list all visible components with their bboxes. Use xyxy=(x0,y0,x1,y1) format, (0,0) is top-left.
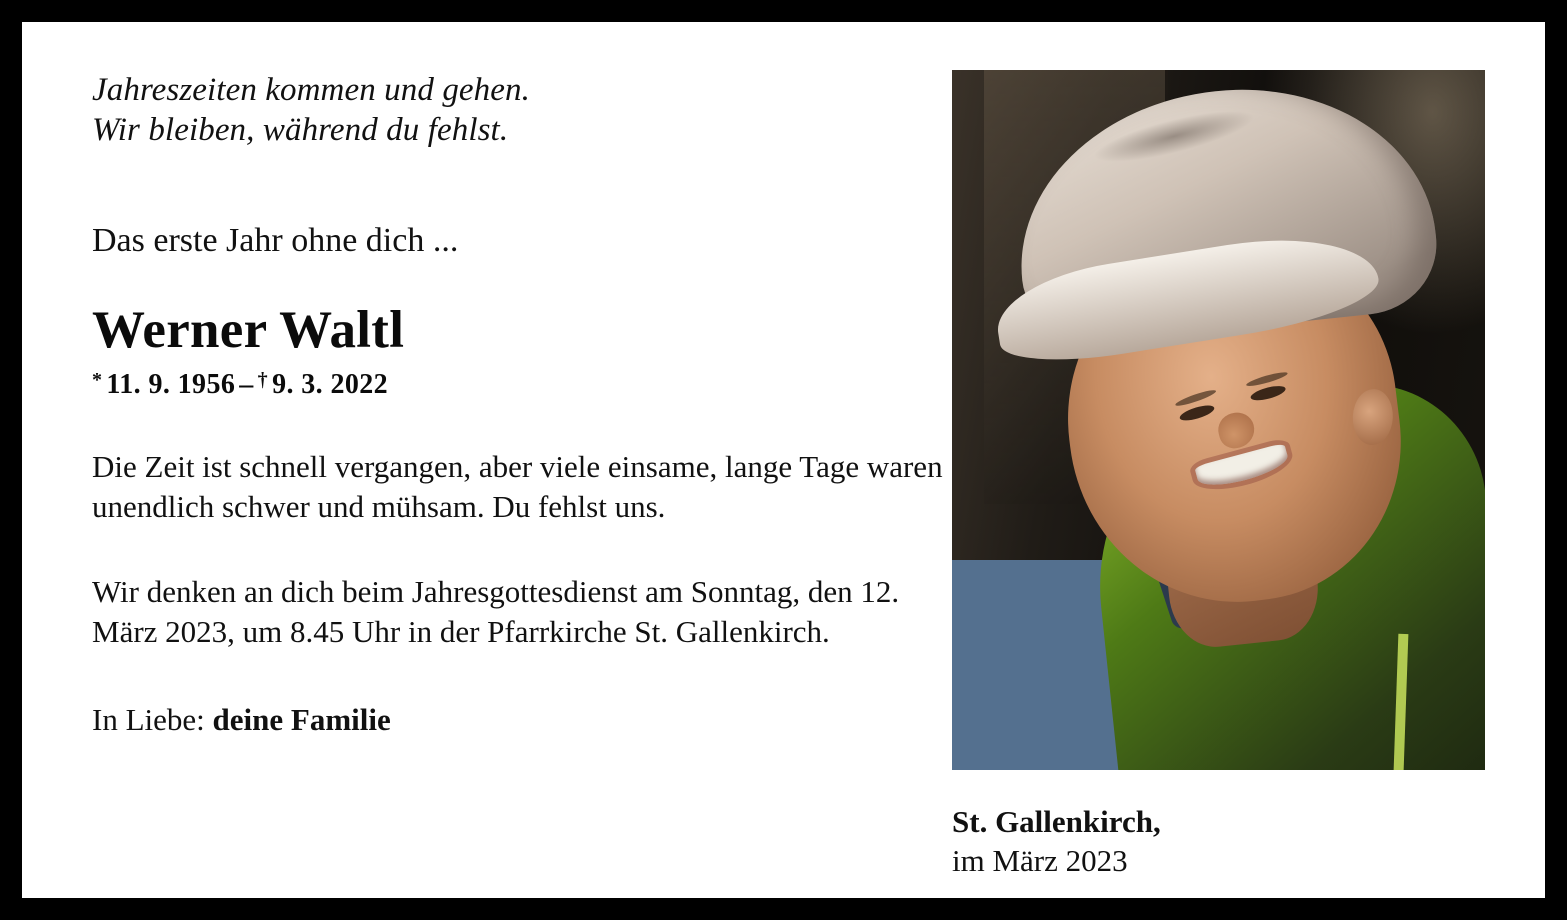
jacket-zipper xyxy=(1393,634,1408,770)
service-paragraph: Wir denken an dich beim Jahresgottesdienst am Sonntag, den 12. März 2023, um 8.45 Uhr in der Pfarrkirche St. Gallenkirch. xyxy=(92,574,900,649)
date-separator: – xyxy=(239,368,254,400)
photo-column xyxy=(952,22,1545,898)
deceased-name: Werner Waltl xyxy=(92,301,405,360)
verse-line-2: Wir bleiben, während du fehlst. xyxy=(92,112,509,149)
ear xyxy=(1352,388,1395,446)
birth-date: 11. 9. 1956 xyxy=(106,368,236,400)
smiling-mouth xyxy=(1195,443,1291,492)
signature-line xyxy=(92,702,952,738)
eye-left xyxy=(1179,402,1217,423)
intro-line: Das erste Jahr ohne dich ... xyxy=(92,221,459,259)
death-date: 9. 3. 2022 xyxy=(272,368,389,400)
memorial-paragraph: Die Zeit ist schnell vergangen, aber viele einsame, lange Tage waren unendlich schwer und mühsam. Du fehlst uns. xyxy=(92,448,943,524)
life-dates xyxy=(92,369,952,401)
verse-line-1: Jahreszeiten kommen und gehen. xyxy=(92,72,530,108)
portrait-photo xyxy=(952,70,1485,770)
obituary-notice xyxy=(22,22,1545,898)
text-column xyxy=(22,22,952,898)
cross-symbol: † xyxy=(257,368,269,391)
nose xyxy=(1214,409,1258,452)
eye-right xyxy=(1250,383,1288,403)
place-date-line: im März 2023 xyxy=(952,842,1128,878)
signature-prefix: In Liebe: xyxy=(92,701,205,737)
verse-block xyxy=(92,70,952,151)
place-line: St. Gallenkirch, xyxy=(952,804,1161,839)
signature-family: deine Familie xyxy=(212,701,391,737)
birth-symbol: * xyxy=(92,368,103,391)
